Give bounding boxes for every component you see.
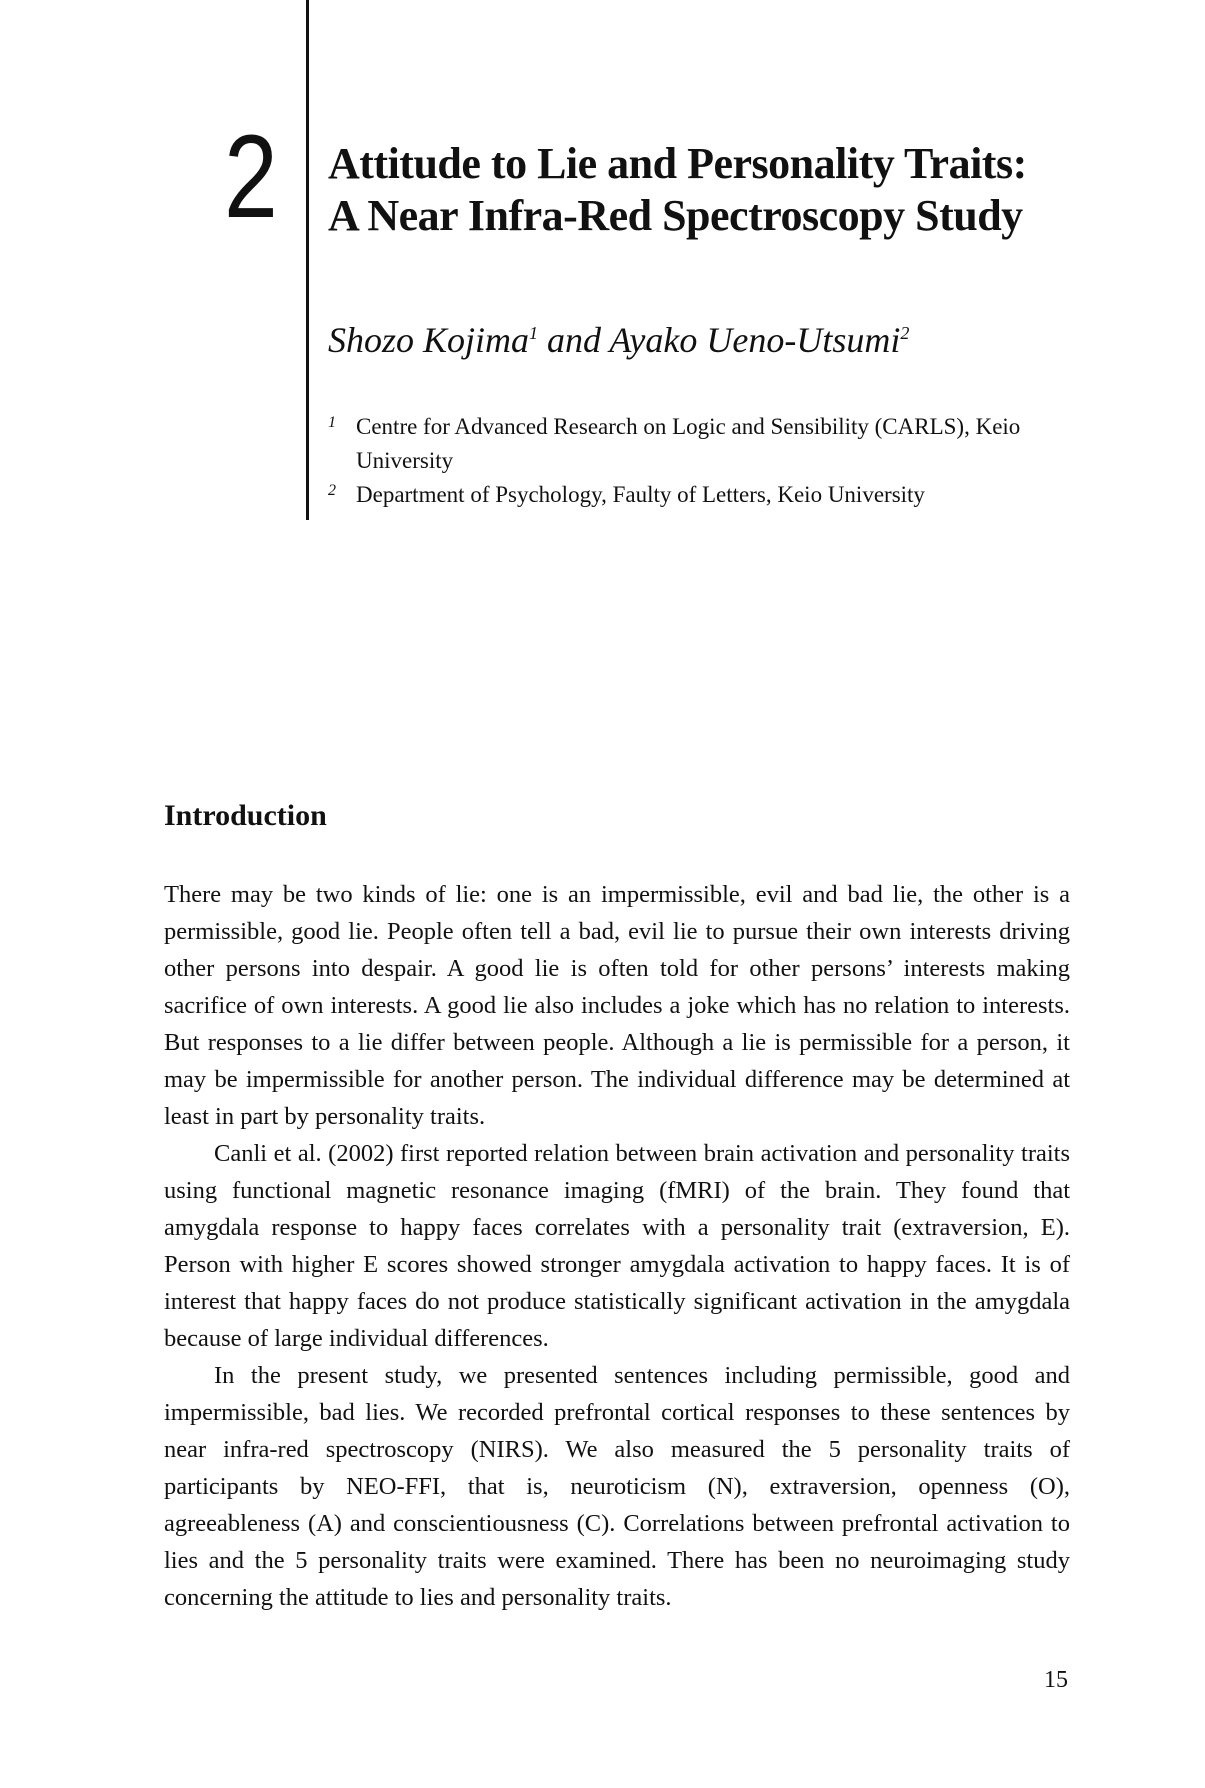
paragraph: Canli et al. (2002) first reported relation between brain activation and personality traits using functional magnetic resonance imaging (fMRI) of the brain. They found that amygdala response to happy faces correlates with a personality trait (extraversion, E). Person with higher E scores showed stronger amygdala activation to happy faces. It is of interest that happy faces do not produce statistically significant activation in the amygdala because of large individual differences. xyxy=(164,1140,1070,1352)
affiliation-mark-2: 2 xyxy=(900,323,910,343)
chapter-title xyxy=(328,138,1027,242)
paragraph: There may be two kinds of lie: one is an impermissible, evil and bad lie, the other is a permissible, good lie. People often tell a bad, evil lie to pursue their own interests driving other persons into despair. A good lie is often told for other persons’ interests making sacrifice of own interests. A good lie also includes a joke which has no relation to interests. But responses to a lie differ between people. Although a lie is permissible for a person, it may be impermissible for another person. The individual difference may be determined at least in part by personality traits. xyxy=(164,881,1070,1130)
affiliation-text: Department of Psychology, Faulty of Letters, Keio University xyxy=(356,482,925,507)
affiliations xyxy=(328,410,1088,512)
author-name-2: Ayako Ueno-Utsumi xyxy=(609,320,901,360)
author-connector: and xyxy=(538,320,610,360)
affiliation-mark-1: 1 xyxy=(529,323,539,343)
affiliation-mark: 2 xyxy=(328,482,336,499)
section-body xyxy=(164,876,1070,1616)
chapter-title-line-1: Attitude to Lie and Personality Traits: xyxy=(328,139,1027,188)
chapter-number: 2 xyxy=(224,111,278,243)
chapter-vertical-rule xyxy=(306,0,309,520)
affiliation-item xyxy=(328,410,1088,478)
affiliation-text: Centre for Advanced Research on Logic and Sensibility (CARLS), Keio University xyxy=(356,414,1021,473)
affiliation-mark: 1 xyxy=(328,414,336,431)
affiliation-item xyxy=(328,478,1088,512)
page-number: 15 xyxy=(1044,1667,1068,1693)
author-line xyxy=(328,318,909,362)
chapter-title-line-2: A Near Infra-Red Spectroscopy Study xyxy=(328,191,1023,240)
paragraph: In the present study, we presented sentences including permissible, good and impermissible, bad lies. We recorded prefrontal cortical responses to these sentences by near infra-red spectroscopy (NIRS). We also measured the 5 personality traits of participants by NEO-FFI, that is, neuroticism (N), extraversion, openness (O), agreeableness (A) and conscientiousness (C). Correlations between prefrontal activation to lies and the 5 personality traits were examined. There has been no neuroimaging study concerning the attitude to lies and personality traits. xyxy=(164,1362,1070,1611)
section-heading: Introduction xyxy=(164,799,327,832)
author-name-1: Shozo Kojima xyxy=(328,320,530,360)
